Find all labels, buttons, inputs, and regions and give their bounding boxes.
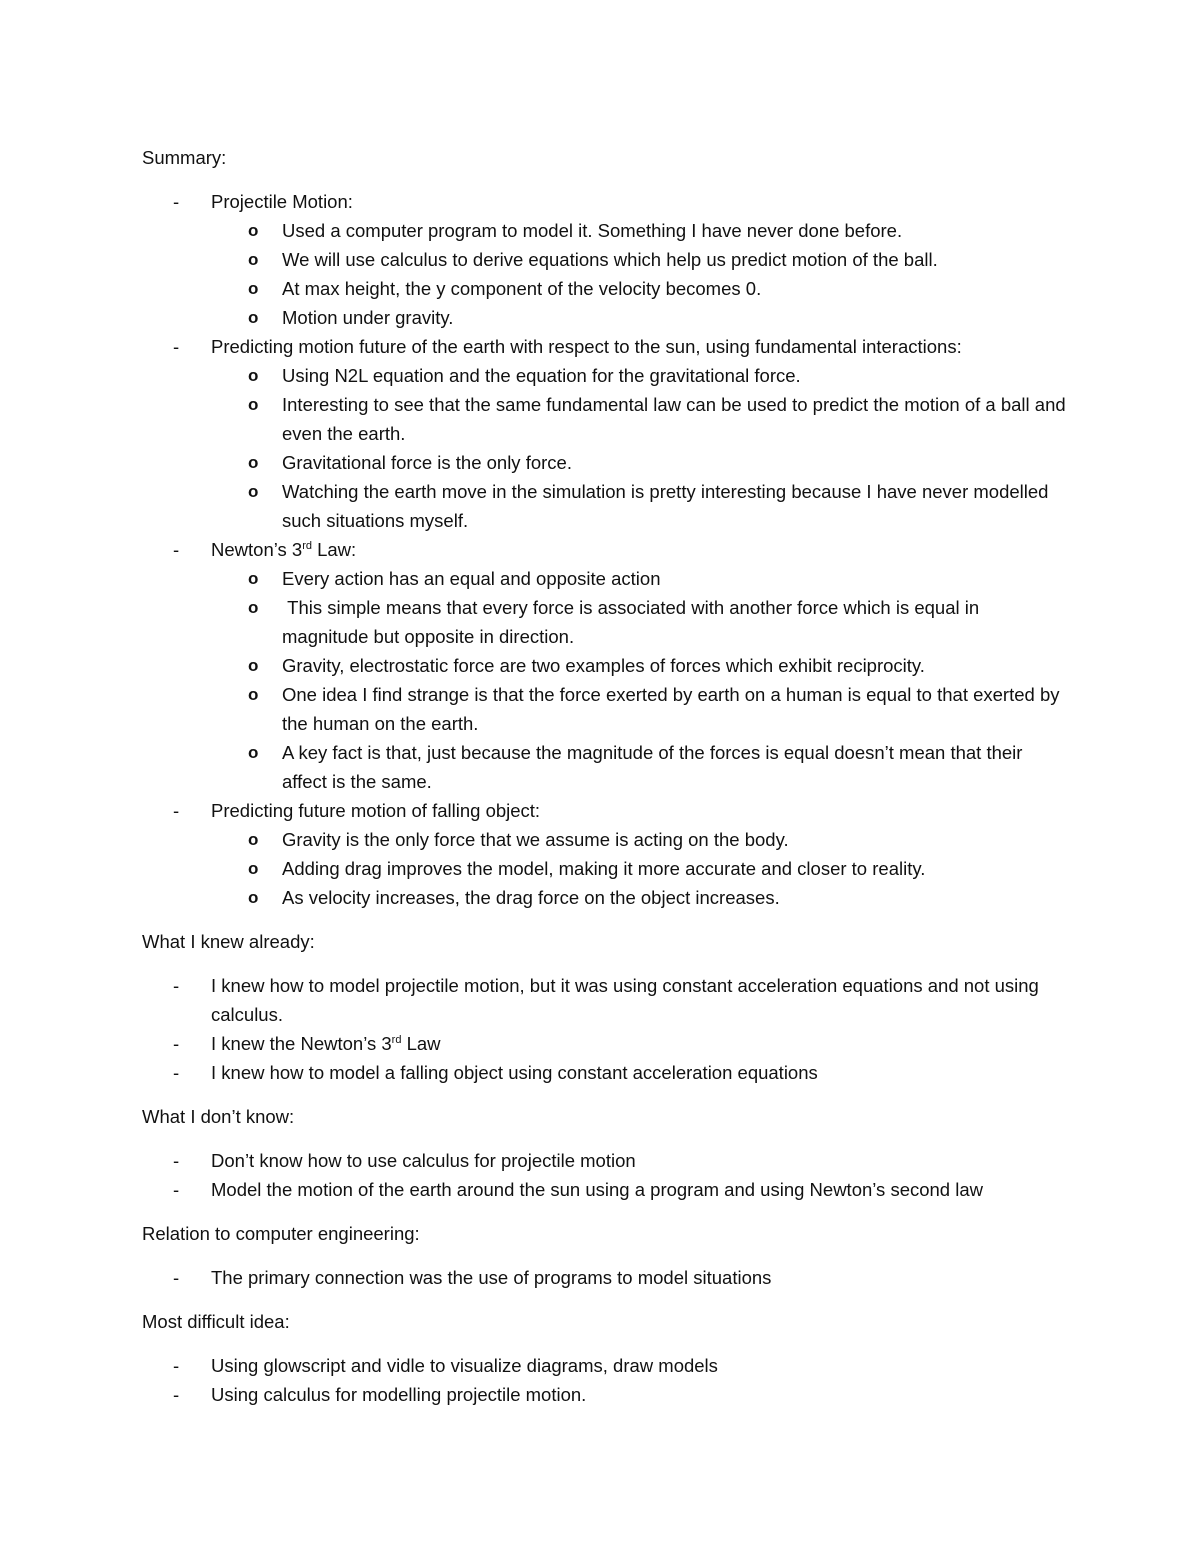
list-item-text: I knew the Newton’s 3rd Law [211,1033,441,1054]
sub-list [211,216,1067,332]
sub-list-item: o Adding drag improves the model, making it more accurate and closer to reality. [142,854,1067,883]
relation-list [142,1263,1067,1292]
o-bullet: o [248,598,259,617]
dont-know-list [142,1146,1067,1204]
sub-list-item: o Gravity is the only force that we assume is acting on the body. [142,825,1067,854]
dash-bullet: - [173,1179,180,1200]
o-bullet: o [248,453,259,472]
sub-list-item: o Used a computer program to model it. Something I have never done before. [142,216,1067,245]
o-bullet: o [248,888,259,907]
dash-bullet: - [173,1355,180,1376]
list-item-text: Predicting motion future of the earth with respect to the sun, using fundamental interactions: [211,336,962,357]
sub-list [211,564,1067,796]
list-item [142,1146,1067,1175]
sub-list [211,825,1067,912]
o-bullet: o [248,830,259,849]
sub-list-item: o At max height, the y component of the velocity becomes 0. [142,274,1067,303]
list-item-text: I knew how to model a falling object using constant acceleration equations [211,1062,818,1083]
o-bullet: o [248,569,259,588]
list-item [142,1263,1067,1292]
sub-list-item: o Gravity, electrostatic force are two examples of forces which exhibit reciprocity. [142,651,1067,680]
list-item-text: Projectile Motion: [211,191,353,212]
sub-list-item: o We will use calculus to derive equations which help us predict motion of the ball. [142,245,1067,274]
sub-list-item: o This simple means that every force is associated with another force which is equal in magnitude but opposite in direction. [142,593,1067,651]
knew-heading: What I knew already: [142,931,315,952]
o-bullet: o [248,395,259,414]
o-bullet: o [248,656,259,675]
list-item-text: Using glowscript and vidle to visualize diagrams, draw models [211,1355,718,1376]
list-item-text: The primary connection was the use of programs to model situations [211,1267,772,1288]
sub-list-item: o Every action has an equal and opposite action [142,564,1067,593]
difficult-list [142,1351,1067,1409]
summary-list [142,187,1067,912]
sub-list-item: o As velocity increases, the drag force on the object increases. [142,883,1067,912]
list-item [142,1380,1067,1409]
list-item-text: Model the motion of the earth around the sun using a program and using Newton’s second law [211,1179,983,1200]
list-item-text: Predicting future motion of falling object: [211,800,541,821]
list-item [142,1351,1067,1380]
dash-bullet: - [173,1062,180,1083]
o-bullet: o [248,250,259,269]
list-item-text: Don’t know how to use calculus for projectile motion [211,1150,636,1171]
list-item [142,796,1067,912]
list-item [142,971,1067,1029]
dash-bullet: - [173,1267,180,1288]
o-bullet: o [248,221,259,240]
list-item-text: Newton’s 3rd Law: [211,539,357,560]
list-item [142,535,1067,796]
dash-bullet: - [173,539,180,560]
o-bullet: o [248,685,259,704]
dash-bullet: - [173,975,180,996]
sub-list-item: o Gravitational force is the only force. [142,448,1067,477]
document-page [142,143,1067,1409]
o-bullet: o [248,279,259,298]
dash-bullet: - [173,336,180,357]
o-bullet: o [248,366,259,385]
o-bullet: o [248,743,259,762]
list-item [142,1029,1067,1058]
sub-list-item: o A key fact is that, just because the magnitude of the forces is equal doesn’t mean that their affect is the same. [142,738,1067,796]
o-bullet: o [248,482,259,501]
dash-bullet: - [173,191,180,212]
summary-heading: Summary: [142,147,227,168]
sub-list-item: o One idea I find strange is that the force exerted by earth on a human is equal to that exerted by the human on the earth. [142,680,1067,738]
list-item [142,187,1067,332]
dash-bullet: - [173,1033,180,1054]
sub-list-item: o Motion under gravity. [142,303,1067,332]
relation-heading: Relation to computer engineering: [142,1223,420,1244]
knew-list [142,971,1067,1087]
sub-list-item: o Interesting to see that the same fundamental law can be used to predict the motion of a ball and even the earth. [142,390,1067,448]
list-item-text: I knew how to model projectile motion, but it was using constant acceleration equations and not using calculus. [211,975,1039,1025]
dash-bullet: - [173,1150,180,1171]
o-bullet: o [248,859,259,878]
list-item [142,1175,1067,1204]
sub-list-item: o Watching the earth move in the simulation is pretty interesting because I have never modelled such situations myself. [142,477,1067,535]
list-item-text: Using calculus for modelling projectile motion. [211,1384,587,1405]
list-item [142,332,1067,535]
sub-list [211,361,1067,535]
sub-list-item: o Using N2L equation and the equation for the gravitational force. [142,361,1067,390]
difficult-heading: Most difficult idea: [142,1311,290,1332]
dash-bullet: - [173,1384,180,1405]
list-item [142,1058,1067,1087]
o-bullet: o [248,308,259,327]
dash-bullet: - [173,800,180,821]
dont-know-heading: What I don’t know: [142,1106,295,1127]
